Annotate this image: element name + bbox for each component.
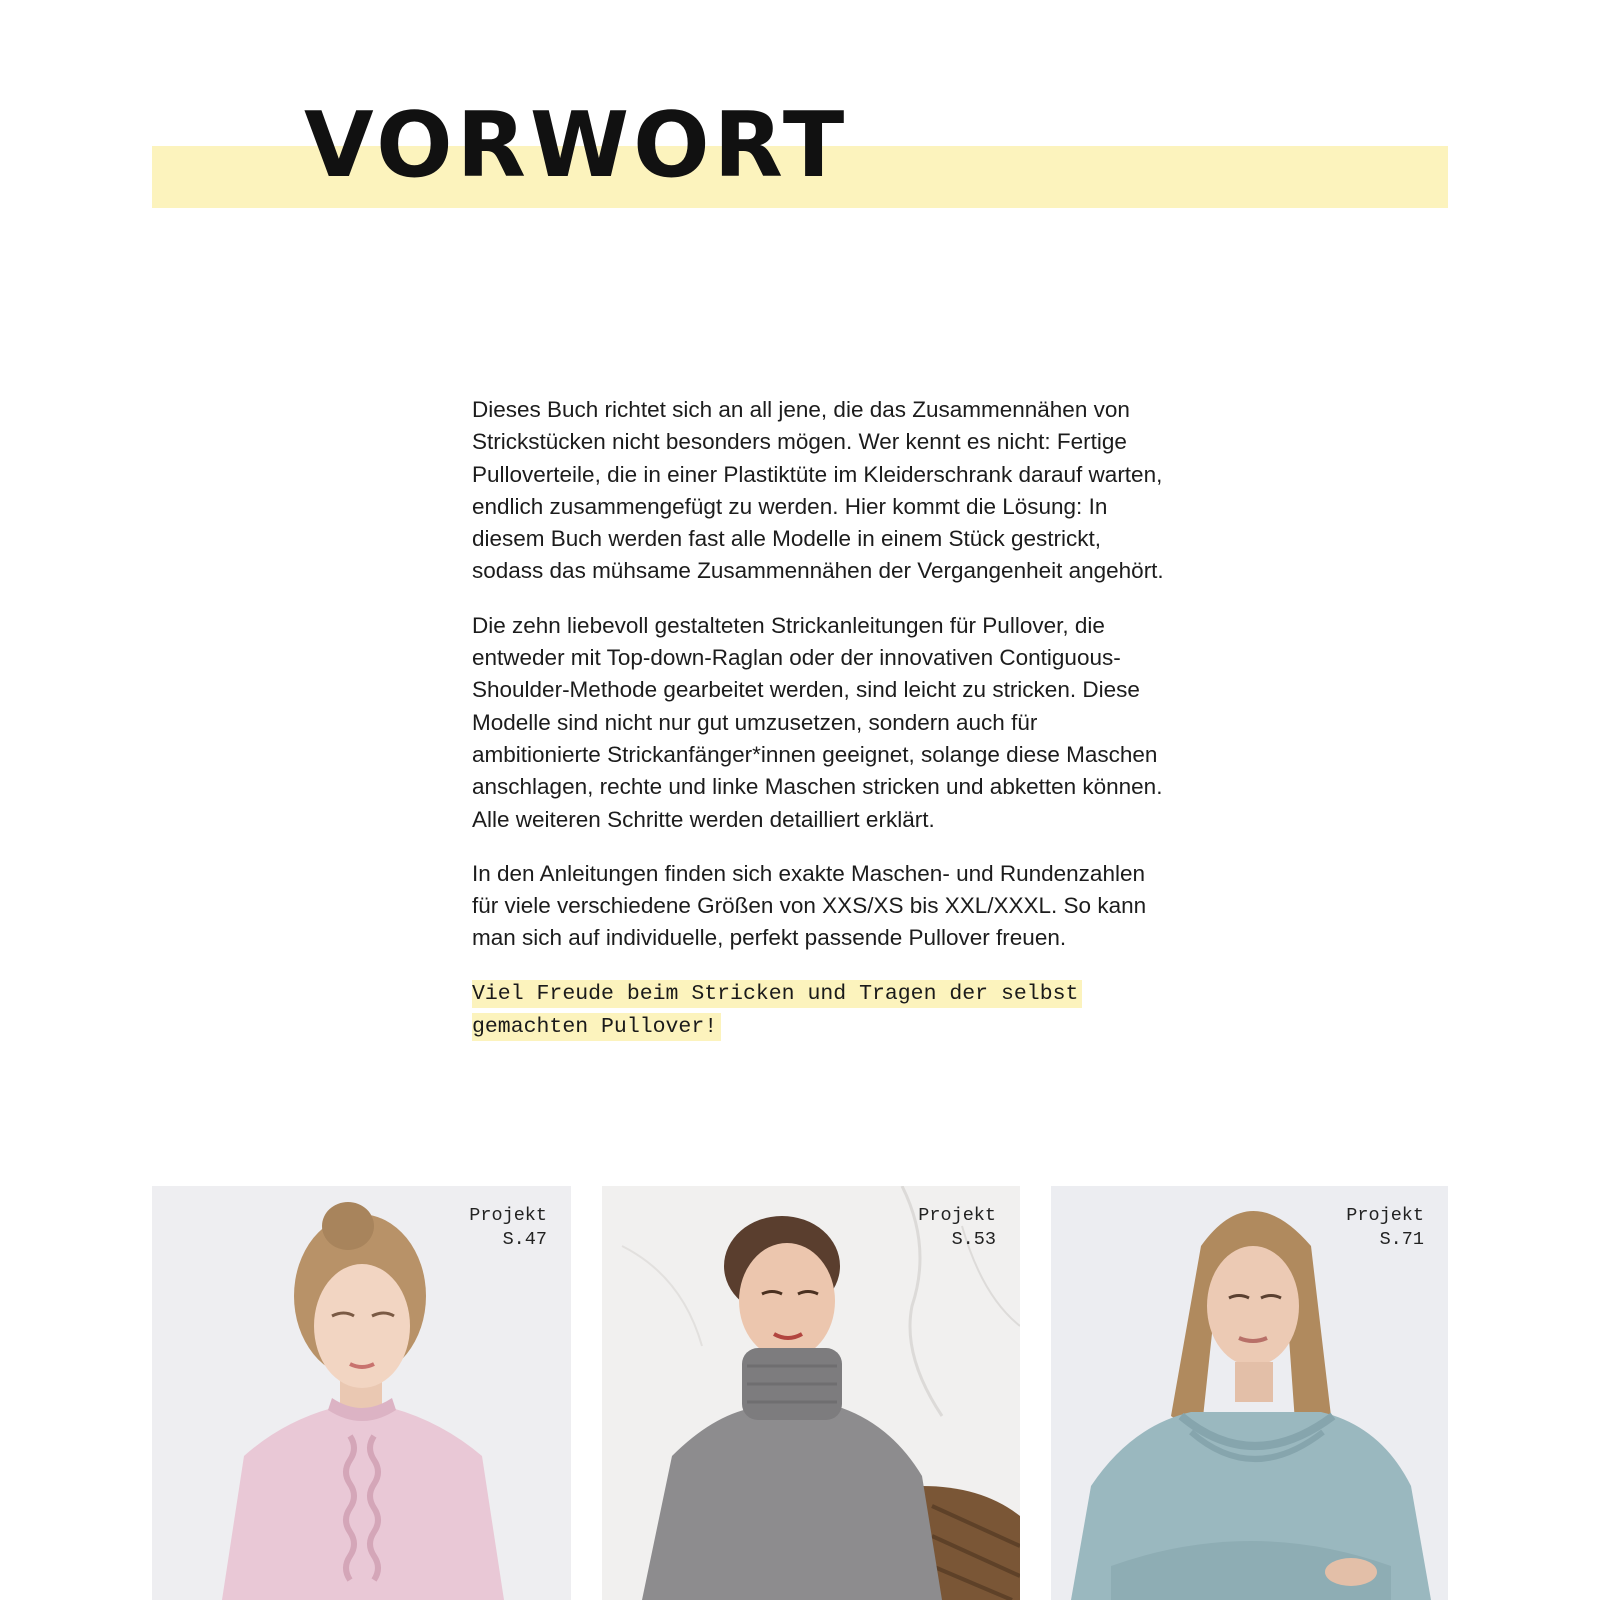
foreword-body xyxy=(472,394,1172,977)
project-label xyxy=(1346,1204,1424,1252)
project-label-text: Projekt xyxy=(1346,1205,1424,1226)
project-label xyxy=(918,1204,996,1252)
project-label xyxy=(469,1204,547,1252)
project-photo-pink-sweater[interactable] xyxy=(152,1186,571,1600)
project-photo-grey-turtleneck[interactable] xyxy=(602,1186,1020,1600)
project-page-number: S.47 xyxy=(502,1229,547,1250)
paragraph-3: In den Anleitungen finden sich exakte Maschen- und Rundenzahlen für viele verschiedene Größen von XXS/XS bis XXL/XXXL. So kann man sich auf individuelle, perfekt passende Pullover freuen. xyxy=(472,860,1147,951)
project-label-text: Projekt xyxy=(469,1205,547,1226)
project-page-number: S.71 xyxy=(1379,1229,1424,1250)
project-label-text: Projekt xyxy=(918,1205,996,1226)
closing-note xyxy=(472,978,1132,1043)
page-title: VORWORT xyxy=(304,93,849,198)
project-page-number: S.53 xyxy=(951,1229,996,1250)
closing-highlight: Viel Freude beim Stricken und Tragen der selbst gemachten Pullover! xyxy=(472,980,1082,1041)
paragraph-1: Dieses Buch richtet sich an all jene, die das Zusammennähen von Strickstücken nicht besonders mögen. Wer kennt es nicht: Fertige Pulloverteile, die in einer Plastiktüte im Kleiderschrank darauf warten, endlich zusammengefügt zu werden. Hier kommt die Lösung: In diesem Buch werden fast alle Modelle in einem Stück gestrickt, sodass das mühsame Zusammennähen der Vergangenheit angehört. xyxy=(472,397,1164,584)
paragraph-2: Die zehn liebevoll gestalteten Strickanleitungen für Pullover, die entweder mit Top-down-Raglan oder der innovativen Contiguous-Shoulder-Methode gearbeitet werden, sind leicht zu stricken. Diese Modelle sind nicht nur gut umzusetzen, sondern auch für ambitionierte Strickanfänger*innen geeignet, solange diese Maschen anschlagen, rechte und linke Maschen stricken und abketten können. Alle weiteren Schritte werden detailliert erklärt. xyxy=(472,612,1163,832)
project-photo-blue-sweater[interactable] xyxy=(1051,1186,1448,1600)
